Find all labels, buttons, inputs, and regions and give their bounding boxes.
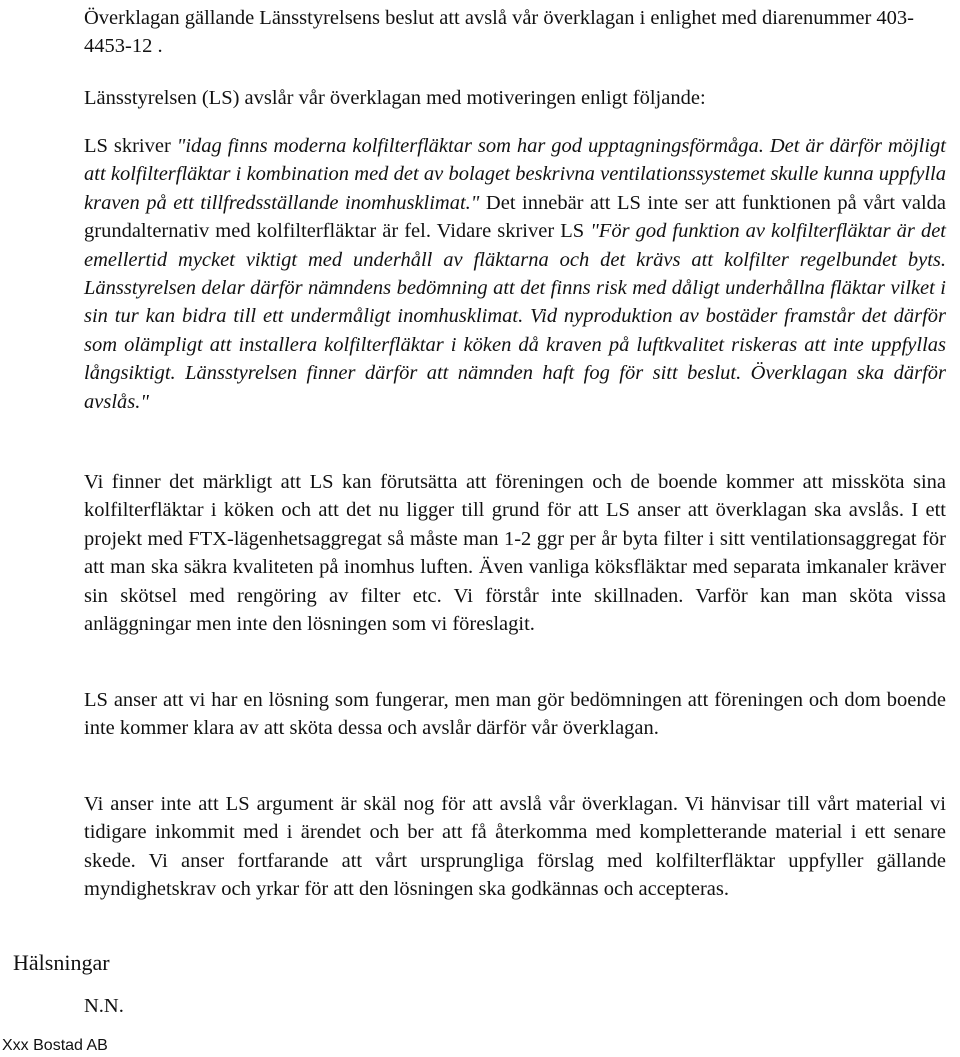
company-name: Xxx Bostad AB <box>2 1037 108 1054</box>
conclusion-paragraph: Vi anser inte att LS argument är skäl nog för att avslå vår överklagan. Vi hänvisar till vårt material vi tidigare inkommit med i ärendet och ber att få återkomma med kompletterande material i ett senare skede. Vi anser fortfarande att vårt ursprungliga förslag med kolfilterfläktar uppfyller gällande myndighetskrav och yrkar för att den lösningen ska godkännas och accepteras. <box>84 793 946 901</box>
quote-ls-first: "idag finns moderna kolfilterfläktar som har god upptagningsförmåga. Det är därför möjligt att kolfilterfläktar i kombination med det av bolaget beskrivna ventilationssystemet skulle kunna uppfylla kraven på ett tillfredsställande inomhusklimat." <box>84 135 946 214</box>
letter-subject: Överklagan gällande Länsstyrelsens beslut att avslå vår överklagan i enlighet med diarenummer 403-4453-12 . <box>84 7 914 58</box>
ls-assessment-paragraph: LS anser att vi har en lösning som fungerar, men man gör bedömningen att föreningen och dom boende inte kommer klara av att sköta dessa och avslår därför vår överklagan. <box>84 689 946 740</box>
quote-paragraph <box>84 132 946 416</box>
response-paragraph: Vi finner det märkligt att LS kan förutsätta att föreningen och de boende kommer att missköta sina kolfilterfläktar i köken och att det nu ligger till grund för att LS anser att överklagan ska avslås. I ett projekt med FTX-lägenhetsaggregat så måste man 1-2 ggr per år byta filter i sitt ventilationsaggregat för att man ska säkra kvaliteten på inomhus luften. Även vanliga köksfläktar med separata imkanaler kräver sin skötsel med rengöring av filter etc. Vi förstår inte skillnaden. Varför kan man sköta vissa anläggningar men inte den lösningen som vi föreslagit. <box>84 471 946 636</box>
signature: N.N. <box>84 995 124 1017</box>
quote-ls-second: "För god funktion av kolfilterfläktar är det emellertid mycket viktigt med underhåll av fläktarna och det krävs att kolfilter regelbundet byts. Länsstyrelsen delar därför nämndens bedömning att det finns risk med dåligt underhållna fläktar vilket i sin tur kan bidra till ett undermåligt inomhusklimat. Vid nyproduktion av bostäder framstår det därför som olämpligt att installera kolfilterfläktar i köken då kraven på luftkvalitet riskeras att inte uppfyllas långsiktigt. Länsstyrelsen finner därför att nämnden haft fog för sitt beslut. Överklagan ska därför avslås." <box>84 220 946 413</box>
quote-middle-text: Det innebär att LS inte ser att funktionen på vårt valda grundalternativ med kolfilterfläktar är fel. Vidare skriver LS <box>84 191 947 243</box>
intro-paragraph: Länsstyrelsen (LS) avslår vår överklagan med motiveringen enligt följande: <box>84 87 706 109</box>
quote-lead-text: LS skriver <box>84 135 177 157</box>
greeting: Hälsningar <box>13 950 110 975</box>
